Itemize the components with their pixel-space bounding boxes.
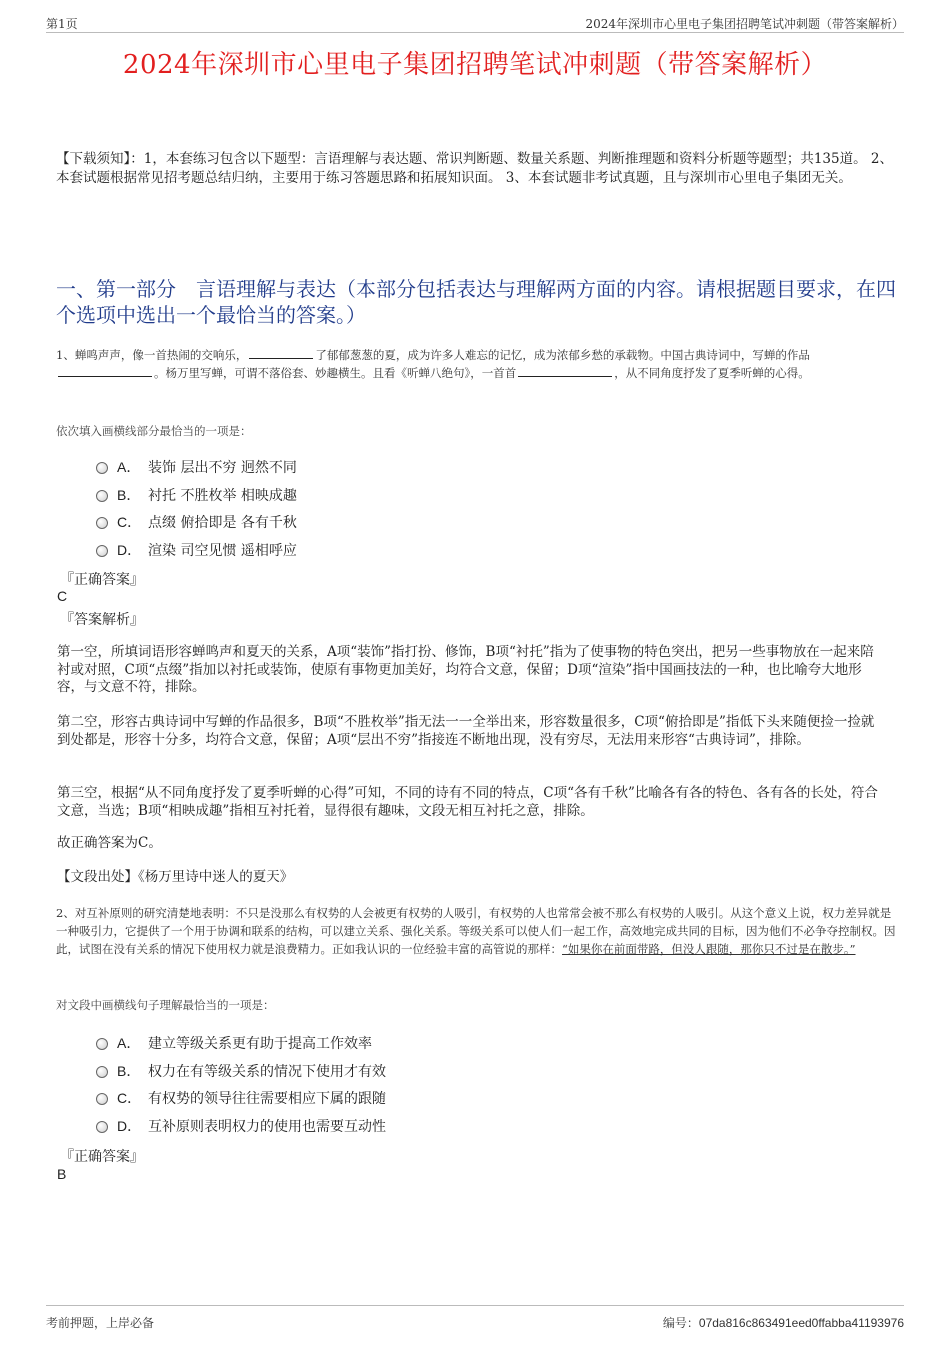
header-doc-title: 2024年深圳市心里电子集团招聘笔试冲刺题（带答案解析） (585, 17, 904, 31)
footer-code-value: 07da816c863491eed0ffabba41193976 (698, 1316, 904, 1330)
section-heading: 一、第一部分 言语理解与表达（本部分包括表达与理解两方面的内容。请根据题目要求，在四个选项中选出一个最恰当的答案。） (56, 277, 896, 327)
radio-icon[interactable] (96, 462, 108, 474)
q1-answer: C (57, 588, 68, 604)
q1-analysis-label: 『答案解析』 (60, 612, 144, 628)
analysis-paragraph: 第二空，形容古典诗词中写蝉的作品很多，B项“不胜枚举”指无法一一全举出来，形容数量很多，C项“俯拾即是”指低下头来随便捡一捡就到处都是，形容十分多，均符合文意，保留；A项“层出不穷”指接连不断地出现，没有穷尽，无法用来形容“古典诗词”，排除。 (57, 714, 875, 748)
radio-icon[interactable] (96, 545, 108, 557)
radio-icon[interactable] (96, 1121, 108, 1133)
question-1-prompt: 依次填入画横线部分最恰当的一项是： (56, 424, 252, 438)
page-header (46, 14, 904, 33)
radio-icon[interactable] (96, 517, 108, 529)
download-notice: 【下载须知】：1，本套练习包含以下题型：言语理解与表达题、常识判断题、数量关系题、判断推理题和资料分析题等题型；共135道。 2、本套试题根据常见招考题总结归纳，主要用于练习答题思路和拓展知识面。 3、本套试题非考试真题，且与深圳市心里电子集团无关。 (56, 151, 893, 186)
q2-text: 2、对互补原则的研究清楚地表明：不只是没那么有权势的人会被更有权势的人吸引，有权势的人也常常会被不那么有权势的人吸引。从这个意义上说，权力差异就是一种吸引力，它提供了一个用于协调和联系的结构，可以建立关系、强化关系。等级关系可以使人们一起工作，高效地完成共同的目标，因为他们不必争夺控制权。因此，试图在没有关系的情况下使用权力就是浪费精力。正如我认识的一位经验丰富的高管说的那样： (56, 906, 896, 956)
q1-text-part-d: ，从不同角度抒发了夏季听蝉的心得。 (614, 366, 810, 380)
q2-answer-label: 『正确答案』 (60, 1149, 144, 1165)
q1-text-part-c: 。杨万里写蝉，可谓不落俗套、妙趣横生。且看《听蝉八绝句》，一首首 (154, 366, 517, 380)
footer-slogan: 考前押题，上岸必备 (46, 1316, 155, 1330)
analysis-paragraph: 第三空，根据“从不同角度抒发了夏季听蝉的心得”可知，不同的诗有不同的特点，C项“各有千秋”比喻各有各的特色、各有各的长处，符合文意，当选；B项“相映成趣”指相互衬托着，显得很有趣味，文段无相互衬托之意，排除。 (57, 785, 878, 819)
q2-underlined-sentence: “如果你在前面带路，但没人跟随，那你只不过是在散步。” (562, 942, 856, 956)
page-number: 第1页 (46, 17, 78, 31)
radio-icon[interactable] (96, 1066, 108, 1078)
q1-answer-label: 『正确答案』 (60, 572, 144, 588)
q2-answer: B (57, 1166, 67, 1182)
analysis-paragraph: 第一空，所填词语形容蝉鸣声和夏天的关系，A项“装饰”指打扮、修饰，B项“衬托”指为了使事物的特色突出，把另一些事物放在一起来陪衬或对照，C项“点缀”指加以衬托或装饰，使原有事物更加美好，均符合文意，保留；D项“渲染”指中国画技法的一种，也比喻夸大地形容，与文意不符，排除。 (57, 644, 874, 695)
q1-text-part-b: 了郁郁葱葱的夏，成为许多人难忘的记忆，成为浓郁乡愁的承载物。中国古典诗词中，写蝉的作品 (315, 348, 810, 362)
footer-code-label: 编号： (662, 1316, 699, 1330)
fill-blank-3 (518, 364, 612, 377)
fill-blank-2 (58, 364, 152, 377)
q1-text-part-a: 1、蝉鸣声声，像一首热闹的交响乐， (56, 348, 248, 362)
radio-icon[interactable] (96, 1093, 108, 1105)
analysis-conclusion: 故正确答案为C。 (57, 835, 162, 851)
radio-icon[interactable] (96, 490, 108, 502)
document-title: 2024年深圳市心里电子集团招聘笔试冲刺题（带答案解析） (122, 50, 828, 80)
fill-blank-1 (249, 346, 313, 359)
question-1-text (56, 346, 902, 382)
radio-icon[interactable] (96, 1038, 108, 1050)
question-2-text (56, 904, 902, 958)
source-note: 【文段出处】《杨万里诗中迷人的夏天》 (57, 869, 294, 885)
footer-code (663, 1314, 904, 1331)
question-2-prompt: 对文段中画横线句子理解最恰当的一项是： (56, 998, 275, 1012)
page-footer (46, 1305, 904, 1330)
